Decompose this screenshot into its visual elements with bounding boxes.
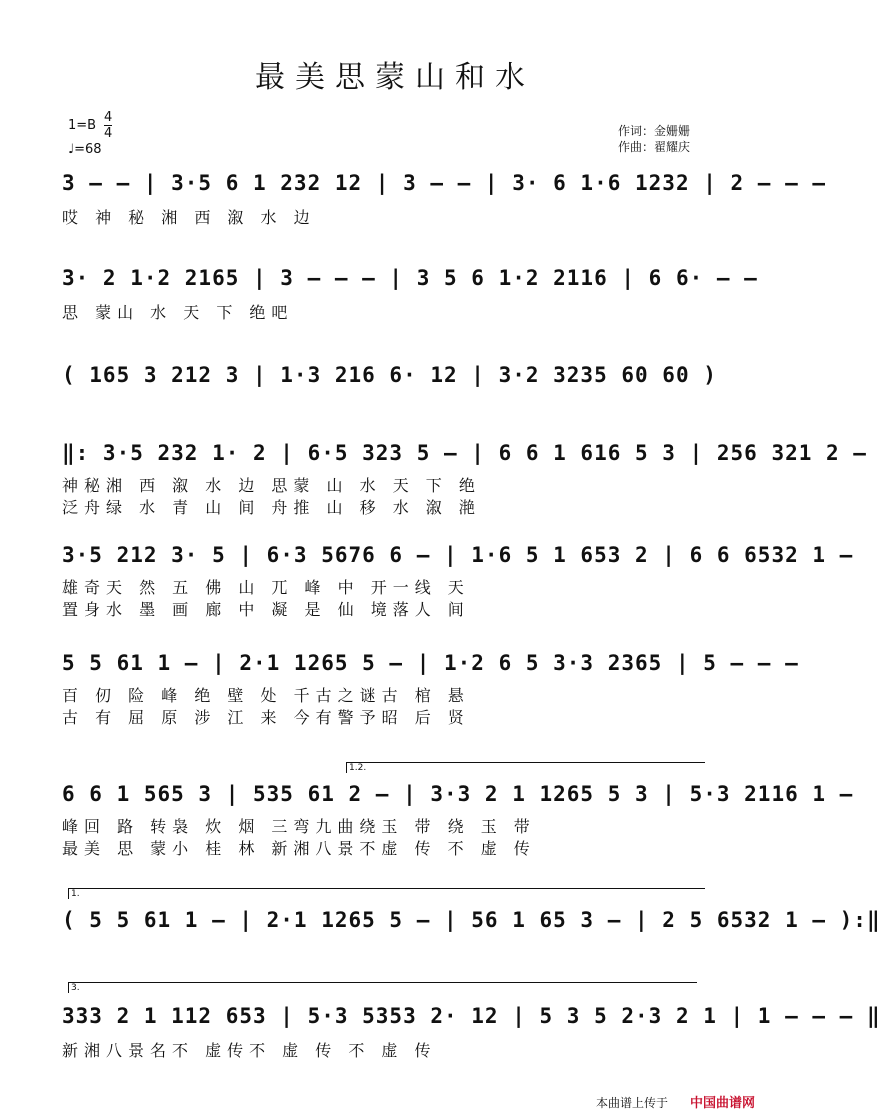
- notation-line: ‖: 3·5 232 1· 2 | 6·5 323 5 – | 6 6 1 616 5 3 | 256 321 2 –: [62, 441, 867, 465]
- lyric-line-1: 百 仞 险 峰 绝 壁 处 千古之谜古 棺 悬: [62, 686, 470, 705]
- score-system-7: [62, 774, 854, 858]
- lyric-line-1: 雄奇天 然 五 佛 山 兀 峰 中 开一线 天: [62, 578, 470, 597]
- time-signature-bottom: 4: [104, 126, 113, 141]
- composer-credit: 作曲：翟耀庆: [618, 140, 691, 154]
- notation-line: ( 165 3 212 3 | 1·3 216 6· 12 | 3·2 3235 60 60 ): [62, 363, 717, 387]
- lyricist-credit: 作词：金姗姗: [618, 124, 691, 138]
- lyric-line-1: 新湘八景名不 虚传不 虚 传 不 虚 传: [62, 1041, 437, 1060]
- score-system-1: [62, 163, 827, 233]
- volta-bracket-3: 3.: [68, 982, 697, 993]
- score-system-9: [62, 996, 881, 1066]
- lyric-line-1: 神秘湘 西 溆 水 边 思蒙 山 水 天 下 绝: [62, 476, 481, 495]
- key-signature: 1=B: [68, 118, 97, 133]
- notation-line: 333 2 1 112 653 | 5·3 5353 2· 12 | 5 3 5 2·3 2 1 | 1 – – – ‖: [62, 1004, 881, 1028]
- score-system-4: [62, 433, 867, 517]
- score-system-2: [62, 258, 758, 328]
- notation-line: 3·5 212 3· 5 | 6·3 5676 6 – | 1·6 5 1 653 2 | 6 6 6532 1 –: [62, 543, 854, 567]
- lyric-line-1: 峰回 路 转袅 炊 烟 三弯九曲绕玉 带 绕 玉 带: [62, 817, 536, 836]
- lyric-line-1: 思 蒙山 水 天 下 绝吧: [62, 303, 294, 322]
- time-signature: [104, 110, 112, 141]
- upload-note: 本曲谱上传于: [596, 1096, 669, 1110]
- time-signature-top: 4: [104, 110, 113, 125]
- notation-line: ( 5 5 61 1 – | 2·1 1265 5 – | 56 1 65 3 – | 2 5 6532 1 – ):‖: [62, 908, 881, 932]
- tempo-marking: ♩=68: [68, 142, 102, 157]
- notation-line: 6 6 1 565 3 | 535 61 2 – | 3·3 2 1 1265 5 3 | 5·3 2116 1 –: [62, 782, 854, 806]
- score-system-5: [62, 535, 854, 619]
- score-system-8-interlude: [62, 900, 881, 944]
- lyric-line-2: 泛舟绿 水 青 山 间 舟推 山 移 水 溆 滟: [62, 498, 481, 517]
- site-logo: 中国曲谱网: [690, 1096, 756, 1111]
- volta-bracket-1: 1.: [68, 888, 705, 899]
- notation-line: 3· 2 1·2 2165 | 3 – – – | 3 5 6 1·2 2116 | 6 6· – –: [62, 266, 758, 290]
- lyric-line-2: 古 有 屈 原 涉 江 来 今有警予昭 后 贤: [62, 708, 470, 727]
- score-system-6: [62, 643, 799, 727]
- notation-line: 3 – – | 3·5 6 1 232 12 | 3 – – | 3· 6 1·6 1232 | 2 – – –: [62, 171, 827, 195]
- volta-bracket-1-2: 1.2.: [346, 762, 705, 773]
- lyric-line-1: 哎 神 秘 湘 西 溆 水 边: [62, 208, 316, 227]
- score-system-3-interlude: [62, 355, 717, 399]
- lyric-line-2: 最美 思 蒙小 桂 林 新湘八景不虚 传 不 虚 传: [62, 839, 536, 858]
- song-title: 最美思蒙山和水: [255, 60, 535, 95]
- lyric-line-2: 置身水 墨 画 廊 中 凝 是 仙 境落人 间: [62, 600, 470, 619]
- notation-line: 5 5 61 1 – | 2·1 1265 5 – | 1·2 6 5 3·3 2365 | 5 – – –: [62, 651, 799, 675]
